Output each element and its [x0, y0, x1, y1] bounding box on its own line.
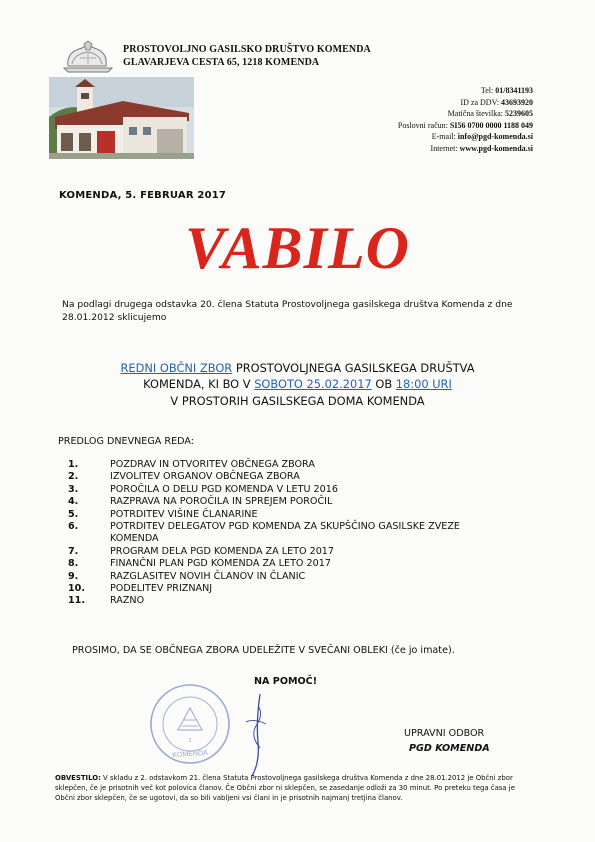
svg-text:KOMENDA: KOMENDA	[172, 749, 208, 760]
contact-phone: Tel: 01/8341193	[480, 86, 533, 95]
contact-bank-account: Poslovni račun: SI56 0700 0000 1188 049	[397, 120, 533, 130]
invitation-line-3: V PROSTORIH GASILSKEGA DOMA KOMENDA	[170, 394, 425, 408]
intro-paragraph: Na podlagi drugega odstavka 20. člena Statuta Prostovoljnega gasilskega društva Komenda z dne 28.01.2012 sklicujemo	[62, 299, 513, 323]
contact-website[interactable]: Internet: www.pgd-komenda.si	[430, 143, 533, 153]
meeting-time-link[interactable]: 18:00 URI	[395, 377, 452, 391]
contact-info	[330, 85, 533, 155]
agenda-item: 6. POTRDITEV DELEGATOV PGD KOMENDA ZA SKUPŠČINO GASILSKE ZVEZE KOMENDA	[68, 521, 460, 545]
agenda-item: 10. PODELITEV PRIZNANJ	[68, 583, 213, 595]
organization-address: GLAVARJEVA CESTA 65, 1218 KOMENDA	[123, 57, 320, 68]
invitation-line-1	[0, 360, 595, 377]
society-stamp	[148, 682, 232, 766]
invitation-text: PROSTOVOLJNEGA GASILSKEGA DRUŠTVA	[232, 361, 475, 375]
contact-email[interactable]: E-mail: info@pgd-komenda.si	[431, 132, 533, 142]
fire-helmet-logo	[62, 40, 114, 76]
invitation-line-2	[0, 376, 595, 393]
agenda-item: 5. POTRDITEV VIŠINE ČLANARINE	[68, 508, 258, 520]
signature	[238, 692, 274, 778]
invitation-text: OB	[371, 377, 396, 391]
agenda-item: 1. POZDRAV IN OTVORITEV OBČNEGA ZBORA	[68, 459, 315, 470]
agenda-item: 9. RAZGLASITEV NOVIH ČLANOV IN ČLANIC	[68, 570, 306, 582]
meeting-date-link[interactable]: SOBOTO 25.02.2017	[254, 377, 372, 391]
notice-label: OBVESTILO:	[55, 774, 101, 782]
invitation-text: KOMENDA, KI BO V	[143, 377, 255, 391]
agenda-item: 11. RAZNO	[68, 595, 145, 607]
agenda-item: 7. PROGRAM DELA PGD KOMENDA ZA LETO 2017	[68, 545, 335, 557]
document-title: VABILO	[185, 215, 410, 281]
closing-request: PROSIMO, DA SE OBČNEGA ZBORA UDELEŽITE V SVEČANI OBLEKI (če jo imate).	[72, 645, 455, 656]
agenda-heading: PREDLOG DNEVNEGA REDA:	[58, 436, 194, 447]
signoff-society: PGD KOMENDA	[409, 743, 490, 754]
agenda-item: 8. FINANČNI PLAN PGD KOMENDA ZA LETO 2017	[68, 558, 331, 570]
signoff-board: UPRAVNI ODBOR	[404, 728, 485, 739]
document-date: KOMENDA, 5. FEBRUAR 2017	[59, 190, 227, 201]
agenda-list	[68, 459, 538, 608]
contact-registration-number: Matična številka: 5239605	[447, 109, 533, 119]
agenda-item: 2. IZVOLITEV ORGANOV OBČNEGA ZBORA	[68, 471, 300, 483]
footer-notice	[55, 773, 525, 803]
meeting-name-link[interactable]: REDNI OBČNI ZBOR	[120, 361, 233, 375]
greeting: NA POMOČ!	[254, 676, 318, 687]
contact-vat-id: ID za DDV: 43693920	[460, 97, 533, 107]
svg-text:2: 2	[188, 738, 192, 744]
organization-name: PROSTOVOLJNO GASILSKO DRUŠTVO KOMENDA	[123, 44, 371, 55]
agenda-item: 3. POROČILA O DELU PGD KOMENDA V LETU 2016	[68, 483, 338, 495]
notice-text: V skladu z 2. odstavkom 21. člena Statuta Prostovoljnega gasilskega društva Komenda z dne 28.01.2012 je Občni zbor sklepčen, če je prisotnih več kot polovica članov. Če Občni zbor ni sklepčen, se zasedanje odloži za 30 minut. Po preteku tega časa je Občni zbor sklepčen, če se ugotovi, da so bili vabljeni vsi člani in je prisotnih najmanj tretjina članov.	[55, 774, 515, 802]
agenda-item: 4. RAZPRAVA NA POROČILA IN SPREJEM POROČIL	[68, 496, 333, 508]
fire-station-photo	[49, 77, 194, 159]
